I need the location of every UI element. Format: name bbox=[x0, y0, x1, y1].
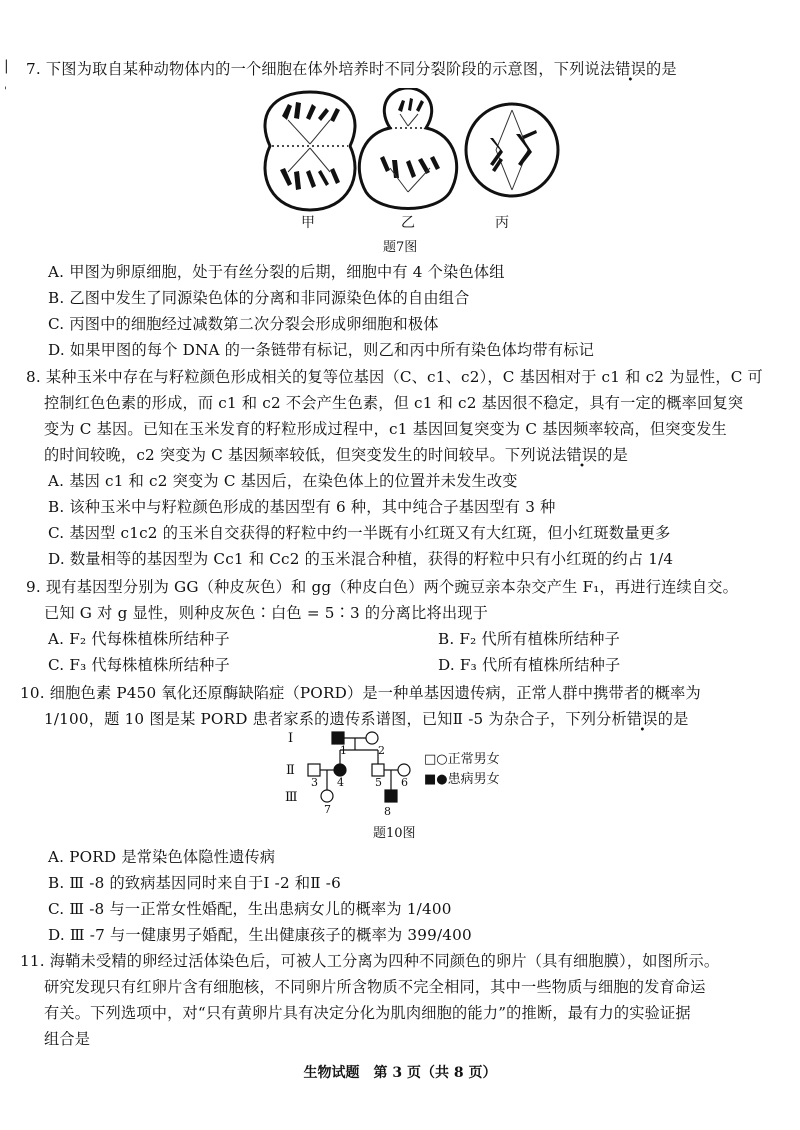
q10-stem-line-1: 10. 细胞色素 P450 氧化还原酶缺陷症（PORD）是一种单基因遗传病，正常人群中携带者的概率为 bbox=[20, 684, 701, 702]
q10-option-c[interactable]: C. Ⅲ -8 与一正常女性婚配，生出患病女儿的概率为 1/400 bbox=[48, 900, 452, 918]
q9-option-d[interactable]: D. F₃ 代所有植株所结种子 bbox=[438, 656, 621, 674]
pedigree-generation-label-III: Ⅲ bbox=[285, 790, 298, 805]
q8-option-c[interactable]: C. 基因型 c1c2 的玉米自交获得的籽粒中约一半既有小红斑又有大红斑，但小红斑数量更多 bbox=[48, 524, 671, 542]
pedigree-number-4: 4 bbox=[337, 776, 344, 789]
cell-bing bbox=[466, 104, 558, 196]
q9-stem-line-2: 已知 G 对 g 显性，则种皮灰色∶白色 = 5∶3 的分离比将出现于 bbox=[44, 604, 489, 622]
page-footer: 生物试题 第 3 页（共 8 页） bbox=[303, 1065, 497, 1081]
cell-jia bbox=[265, 92, 355, 210]
q10-pedigree-chart bbox=[280, 730, 440, 824]
q8-option-a[interactable]: A. 基因 c1 和 c2 突变为 C 基因后，在染色体上的位置并未发生改变 bbox=[48, 472, 518, 490]
margin-mark: | bbox=[4, 58, 9, 74]
q10-option-b[interactable]: B. Ⅲ -8 的致病基因同时来自于Ⅰ -2 和Ⅱ -6 bbox=[48, 874, 341, 892]
q10-stem-line-2: 1/100，题 10 图是某 PORD 患者家系的遗传系谱图，已知Ⅱ -5 为杂合子，下列分析错误的是 bbox=[44, 708, 688, 730]
pedigree-generation-label-I: Ⅰ bbox=[288, 731, 294, 746]
pedigree-II-5-normal-male bbox=[372, 764, 384, 776]
pedigree-number-6: 6 bbox=[401, 776, 408, 789]
fig-label-yi: 乙 bbox=[401, 215, 415, 231]
q8-option-b[interactable]: B. 该种玉米中与籽粒颜色形成的基因型有 6 种，其中纯合子基因型有 3 种 bbox=[48, 498, 556, 516]
q11-stem-line-4: 组合是 bbox=[44, 1030, 91, 1048]
pedigree-III-7-normal-female bbox=[321, 790, 333, 802]
q9-option-b[interactable]: B. F₂ 代所有植株所结种子 bbox=[438, 630, 620, 648]
q11-stem-line-1: 11. 海鞘未受精的卵经过活体染色后，可被人工分离为四种不同颜色的卵片（具有细胞膜），如图所示。 bbox=[20, 952, 720, 970]
q7-option-a[interactable]: A. 甲图为卵原细胞，处于有丝分裂的后期，细胞中有 4 个染色体组 bbox=[48, 263, 505, 281]
q9-option-c[interactable]: C. F₃ 代每株植株所结种子 bbox=[48, 656, 230, 674]
q9-option-a[interactable]: A. F₂ 代每株植株所结种子 bbox=[48, 630, 230, 648]
pedigree-generation-label-II: Ⅱ bbox=[286, 763, 295, 778]
q9-stem-line-1: 9. 现有基因型分别为 GG（种皮灰色）和 gg（种皮白色）两个豌豆亲本杂交产生 F₁，再进行连续自交。 bbox=[26, 578, 739, 596]
pedigree-III-8-affected-male bbox=[385, 790, 397, 802]
q8-stem-line-1: 8. 某种玉米中存在与籽粒颜色形成相关的复等位基因（C、c1、c2），C 基因相对于 c1 和 c2 为显性，C 可 bbox=[26, 368, 763, 386]
pedigree-I-1-affected-male bbox=[332, 732, 344, 744]
margin-mark: ' bbox=[4, 86, 7, 97]
q7-option-c[interactable]: C. 丙图中的细胞经过减数第二次分裂会形成卵细胞和极体 bbox=[48, 315, 439, 333]
fig-label-jia: 甲 bbox=[301, 215, 315, 231]
q11-stem-line-3: 有关。下列选项中，对“只有黄卵片具有决定分化为肌肉细胞的能力”的推断，最有力的实验证据 bbox=[44, 1004, 691, 1022]
pedigree-number-2: 2 bbox=[378, 744, 385, 757]
pedigree-number-5: 5 bbox=[375, 776, 382, 789]
pedigree-legend-affected: ■●患病男女 bbox=[424, 772, 500, 787]
pedigree-II-3-normal-male bbox=[308, 764, 320, 776]
q8-stem-line-4: 的时间较晚，c2 突变为 C 基因频率较低，但突变发生的时间较早。下列说法错误的是 bbox=[44, 444, 628, 466]
pedigree-I-2-normal-female bbox=[366, 732, 378, 744]
pedigree-number-3: 3 bbox=[311, 776, 318, 789]
pedigree-II-6-normal-female bbox=[398, 764, 410, 776]
pedigree-legend-normal: □○正常男女 bbox=[424, 752, 500, 767]
pedigree-II-4-affected-female bbox=[334, 764, 346, 776]
q8-option-d[interactable]: D. 数量相等的基因型为 Cc1 和 Cc2 的玉米混合种植，获得的籽粒中只有小红斑的约占 1/4 bbox=[48, 550, 674, 568]
pedigree-number-7: 7 bbox=[324, 803, 331, 816]
q10-figure-caption: 题10图 bbox=[373, 826, 416, 841]
q11-stem-line-2: 研究发现只有红卵片含有细胞核，不同卵片所含物质不完全相同，其中一些物质与细胞的发育命运 bbox=[44, 978, 706, 996]
q10-option-d[interactable]: D. Ⅲ -7 与一健康男子婚配，生出健康孩子的概率为 399/400 bbox=[48, 926, 472, 944]
pedigree-number-1: 1 bbox=[340, 744, 347, 757]
fig-label-bing: 丙 bbox=[495, 215, 509, 231]
q7-option-b[interactable]: B. 乙图中发生了同源染色体的分离和非同源染色体的自由组合 bbox=[48, 289, 470, 307]
pedigree-number-8: 8 bbox=[384, 805, 391, 818]
q7-stem: 7. 下图为取自某种动物体内的一个细胞在体外培养时不同分裂阶段的示意图，下列说法错误的是 bbox=[26, 58, 677, 80]
q7-figure-caption: 题7图 bbox=[383, 240, 418, 255]
q7-cell-division-figure bbox=[250, 88, 560, 218]
q7-option-d[interactable]: D. 如果甲图的每个 DNA 的一条链带有标记，则乙和丙中所有染色体均带有标记 bbox=[48, 341, 594, 359]
q10-option-a[interactable]: A. PORD 是常染色体隐性遗传病 bbox=[48, 848, 276, 866]
cell-yi bbox=[359, 88, 456, 209]
q8-stem-line-3: 变为 C 基因。已知在玉米发育的籽粒形成过程中，c1 基因回复突变为 C 基因频率较高，但突变发生 bbox=[44, 420, 727, 438]
q8-stem-line-2: 控制红色色素的形成，而 c1 和 c2 不会产生色素，但 c1 和 c2 基因很不稳定，具有一定的概率回复突 bbox=[44, 394, 744, 412]
